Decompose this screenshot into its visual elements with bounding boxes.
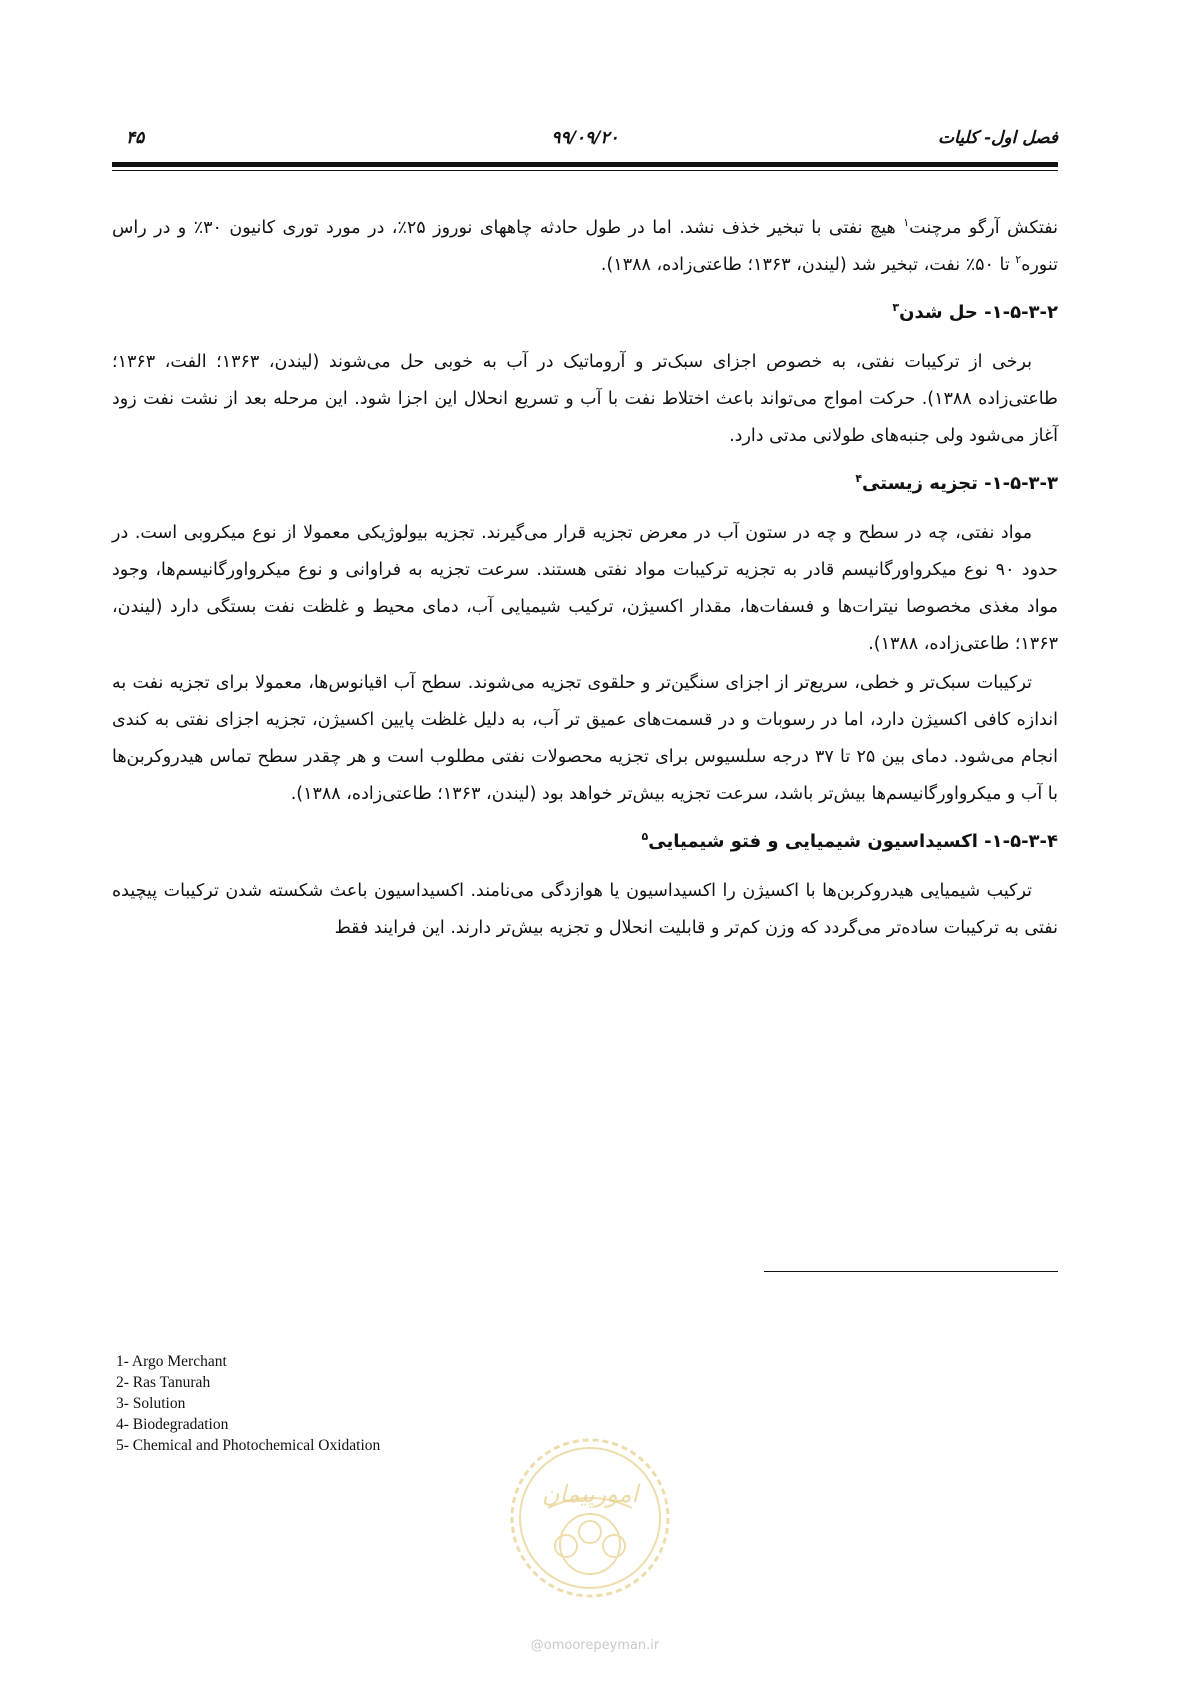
page-body xyxy=(112,210,1058,947)
paragraph: ترکیب شیمیایی هیدروکربن‌ها با اکسیژن را اکسیداسیون یا هوازدگی می‌نامند. اکسیداسیون باعث شکسته شدن ترکیبات پیچیده نفتی به ترکیبات ساده‌تر می‌گردد که وزن کم‌تر و قابلیت انحلال و تجزیه بیش‌تر دارند. این فرایند فقط xyxy=(112,881,1058,938)
footnote-item: 4- Biodegradation xyxy=(116,1416,229,1433)
footnote-item: 2- Ras Tanurah xyxy=(116,1374,211,1391)
footnote-ref-4: ۴ xyxy=(855,472,863,485)
footnote-item: 5- Chemical and Photochemical Oxidation xyxy=(116,1437,381,1454)
paragraph: ترکیبات سبک‌تر و خطی، سریع‌تر از اجزای سنگین‌تر و حلقوی تجزیه می‌شوند. سطح آب اقیانوس‌ها، معمولا برای تجزیه نفت به اندازه کافی اکسیژن دارد، اما در رسوبات و در قسمت‌های عمیق تر آب، به دلیل غلظت پایین اکسیژن، تجزیه اجزای نفتی به کندی انجام می‌شود. دمای بین ۲۵ تا ۳۷ درجه سلسیوس برای تجزیه محصولات نفتی مطلوب است و هر چقدر سطح تماس هیدروکربن‌ها با آب و میکرواورگانیسم‌ها بیش‌تر باشد، سرعت تجزیه بیش‌تر خواهد بود (لیندن، ۱۳۶۳؛ طاعتی‌زاده، ۱۳۸۸). xyxy=(112,673,1059,804)
header-date: ۹۹/۰۹/۲۰ xyxy=(551,128,619,148)
intro-paragraph: نفتکش آرگو مرچنت$^۱$ هیچ نفتی با تبخیر خذف نشد. اما در طول حادثه چاههای نوروز ۲۵٪، در مورد توری کانیون ۳۰٪ و در راس تنوره$^۲$ تا ۵۰٪ نفت، تبخیر شد (لیندن، ۱۳۶۳؛ طاعتی‌زاده، ۱۳۸۸). xyxy=(112,216,1059,275)
footnote-ref-2: ۲ xyxy=(1015,253,1022,267)
footnote-ref-3: ۳ xyxy=(892,301,900,314)
footnote-item: 3- Solution xyxy=(116,1395,186,1412)
paragraph: مواد نفتی، چه در سطح و چه در ستون آب در معرض تجزیه قرار می‌گیرند. تجزیه بیولوژیکی معمولا از نوع میکروبی است. در حدود ۹۰ نوع میکرواورگانیسم قادر به تجزیه ترکیبات مواد نفتی هستند. سرعت تجزیه به فراوانی و نوع میکرواورگانیسم‌ها، وجود مواد مغذی مخصوصا نیترات‌ها و فسفات‌ها، مقدار اکسیژن، ترکیب شیمیایی آب، دمای محیط و غلظت نفت بستگی دارد (لیندن، ۱۳۶۳؛ طاعتی‌زاده، ۱۳۸۸). xyxy=(112,523,1058,654)
header-rule-thick xyxy=(112,162,1058,167)
page-header xyxy=(112,128,1058,150)
watermark-seal-text: امورپیمان xyxy=(541,1480,639,1508)
chapter-title: فصل اول- کلیات xyxy=(938,128,1058,148)
footnotes xyxy=(116,1351,380,1456)
watermark-seal-icon xyxy=(508,1436,672,1600)
paragraph: برخی از ترکیبات نفتی، به خصوص اجزای سبک‌تر و آروماتیک در آب به خوبی حل می‌شوند (لیندن، ۱۳۶۳؛ الفت، ۱۳۶۳؛ طاعتی‌زاده ۱۳۸۸). حرکت امواج می‌تواند باعث اختلاط نفت با آب و تسریع انحلال این اجزا شود. این مرحله بعد از نشت نفت زود آغاز می‌شود ولی جنبه‌های طولانی مدتی دارد. xyxy=(112,352,1058,446)
watermark-website: @omoorepeyman.ir xyxy=(530,1638,660,1653)
header-rule-thin xyxy=(112,170,1058,171)
section-heading-solution: ۱-۵-۳-۲- حل شدن$^۳$ xyxy=(892,301,1058,323)
footnote-separator xyxy=(764,1271,1058,1272)
section-heading-oxidation: ۱-۵-۳-۴- اکسیداسیون شیمیایی و فتو شیمیایی$^۵$ xyxy=(641,830,1058,852)
page-number: ۴۵ xyxy=(126,128,145,148)
footnote-item: 1- Argo Merchant xyxy=(116,1353,227,1370)
footnote-ref-5: ۵ xyxy=(641,830,649,843)
footnote-ref-1: ۱ xyxy=(903,216,910,230)
section-heading-biodegradation: ۱-۵-۳-۳- تجزیه زیستی$^۴$ xyxy=(855,472,1058,494)
